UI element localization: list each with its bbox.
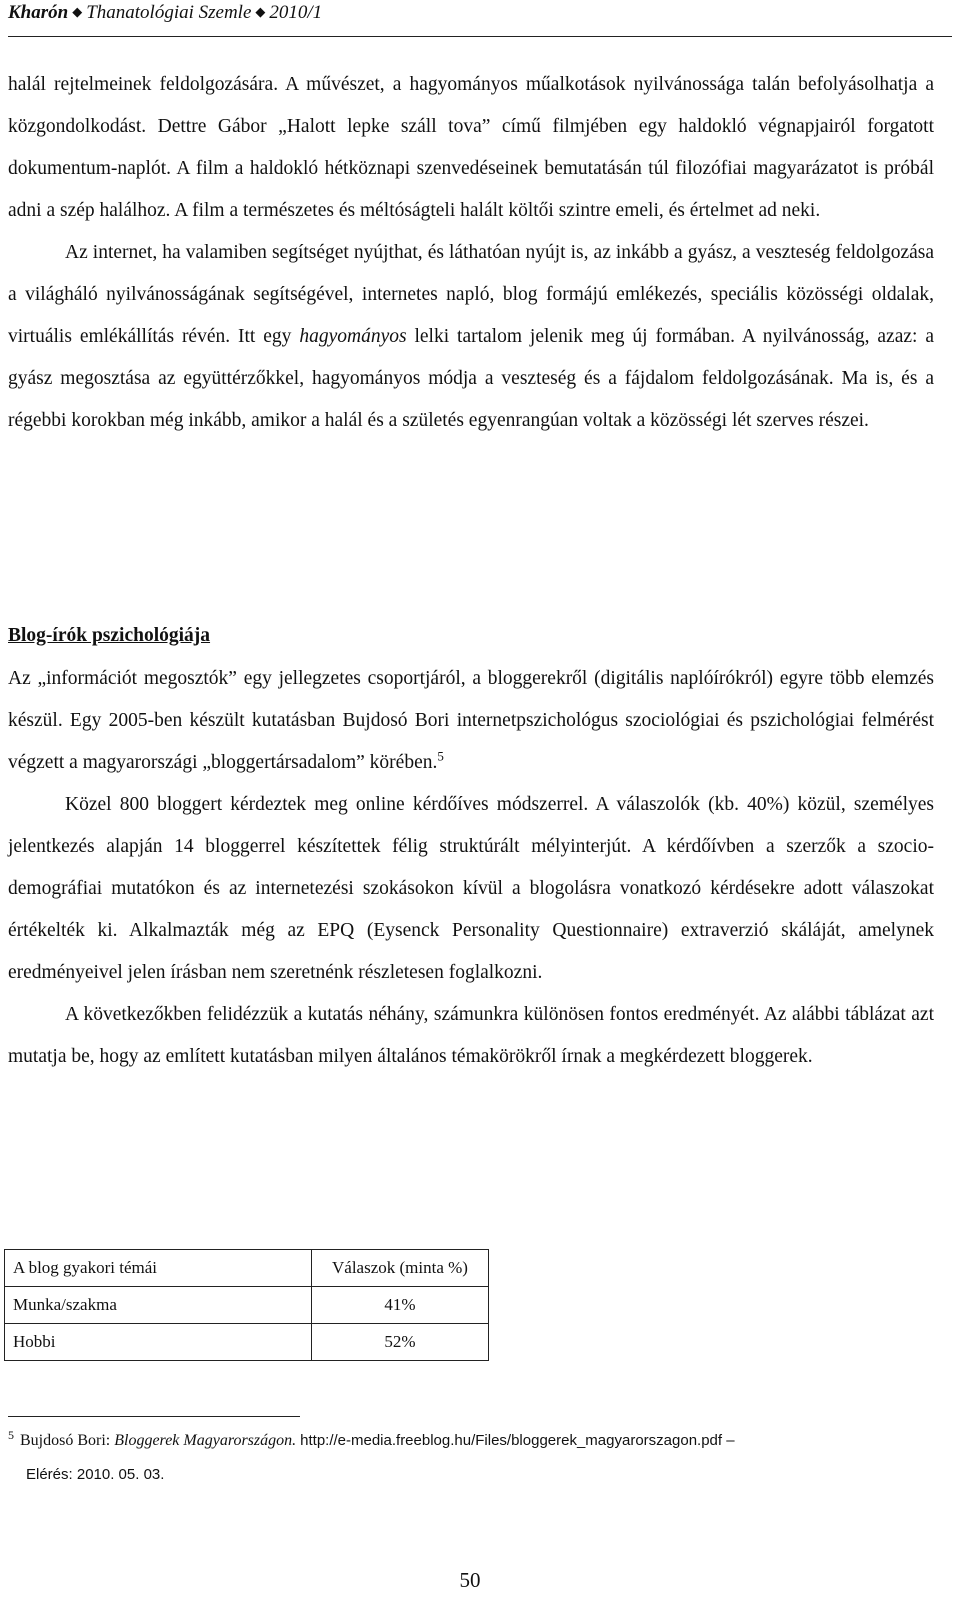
table-cell: Munka/szakma (5, 1287, 312, 1324)
paragraph-2-text-b: lelki tartalom jelenik meg új formában. A nyilvánosság, azaz: a gyász megosztása az együttérzőkkel, hagyományos módja a veszteség és a fájdalom feldolgozásának. Ma is, és a régebbi korokban még inkább, amikor a halál és a születés egyenrangúan voltak a közösségi lét szerves részei. (8, 326, 934, 431)
table-header-cell: Válaszok (minta %) (312, 1250, 489, 1287)
table-cell: 52% (312, 1324, 489, 1361)
paragraph-5: A következőkben felidézzük a kutatás néhány, számunkra különösen fontos eredményét. Az alábbi táblázat azt mutatja be, hogy az említett kutatásban milyen általános témakörökről írnak a megkérdezett bloggerek. (8, 1004, 934, 1067)
paragraph-2 (8, 232, 934, 442)
paragraph-1: halál rejtelmeinek feldolgozására. A művészet, a hagyományos műalkotások nyilvánossága talán befolyásolhatja a közgondolkodást. Dettre Gábor „Halott lepke száll tova” című filmjében egy haldokló végnapjairól forgatott dokumentum-naplót. A film a haldokló hétköznapi szenvedéseinek bemutatásán túl filozófiai magyarázatot is próbál adni a szép halálhoz. A film a természetes és méltóságteli halált költői szintre emeli, és értelmet ad neki. (8, 74, 934, 221)
table-header-row (5, 1250, 489, 1287)
table-row (5, 1287, 489, 1324)
header-rule (8, 36, 952, 37)
table-cell: 41% (312, 1287, 489, 1324)
paragraph-3-text: Az „információt megosztók” egy jellegzetes csoportjáról, a bloggerekről (digitális naplóírókról) egyre több elemzés készül. Egy 2005-ben készült kutatásban Bujdosó Bori internetpszichológus szociológiai és pszichológiai felmérést végzett a magyarországi „bloggertársadalom” körében. (8, 668, 934, 773)
section-2 (8, 658, 934, 1078)
footnote-access-date: Elérés: 2010. 05. 03. (26, 1466, 165, 1483)
journal-name: Kharón (8, 2, 69, 23)
footnote-number: 5 (8, 1427, 14, 1442)
footnote (8, 1424, 938, 1492)
table-row (5, 1324, 489, 1361)
blog-topics-table (4, 1249, 489, 1361)
section-1 (8, 64, 934, 442)
footnote-title: Bloggerek Magyarországon. (114, 1432, 297, 1449)
paragraph-3 (8, 658, 934, 784)
diamond-separator-icon: ◆ (255, 4, 266, 19)
section-heading: Blog-írók pszichológiája (8, 625, 211, 646)
paragraph-2-text-a: Az internet, ha valamiben segítséget nyújthat, és láthatóan nyújt is, az inkább a gyász, a veszteség feldolgozása a világháló nyilvánosságának segítségével, internetes napló, blog formájú emlékezés, speciális közösségi oldalak, virtuális emlékállítás révén. Itt egy (8, 242, 934, 347)
running-header (8, 2, 322, 24)
footnote-reference[interactable]: 5 (437, 748, 444, 764)
journal-subtitle: Thanatológiai Szemle (86, 2, 252, 23)
footnote-author: Bujdosó Bori: (20, 1432, 115, 1449)
paragraph-2-emphasis: hagyományos (299, 326, 407, 347)
footnote-url[interactable]: http://e-media.freeblog.hu/Files/bloggerek_magyarorszagon.pdf – (300, 1432, 735, 1449)
table-header-cell: A blog gyakori témái (5, 1250, 312, 1287)
journal-issue: 2010/1 (269, 2, 323, 23)
page-number: 50 (459, 1568, 481, 1592)
paragraph-4: Közel 800 bloggert kérdeztek meg online kérdőíves módszerrel. A válaszolók (kb. 40%) közül, személyes jelentkezés alapján 14 bloggerrel készítettek félig struktúrált mélyinterjút. A kérdőívben a szerzők a szocio-demográfiai mutatókon és az internetezési szokásokon kívül a blogolásra vonatkozó kérdésekre adott válaszokat értékelték ki. Alkalmazták még az EPQ (Eysenck Personality Questionnaire) extraverzió skáláját, amelynek eredményeivel jelen írásban nem szeretnénk részletesen foglalkozni. (8, 794, 934, 983)
diamond-separator-icon: ◆ (72, 4, 83, 19)
footnote-rule (8, 1416, 300, 1417)
table-cell: Hobbi (5, 1324, 312, 1361)
